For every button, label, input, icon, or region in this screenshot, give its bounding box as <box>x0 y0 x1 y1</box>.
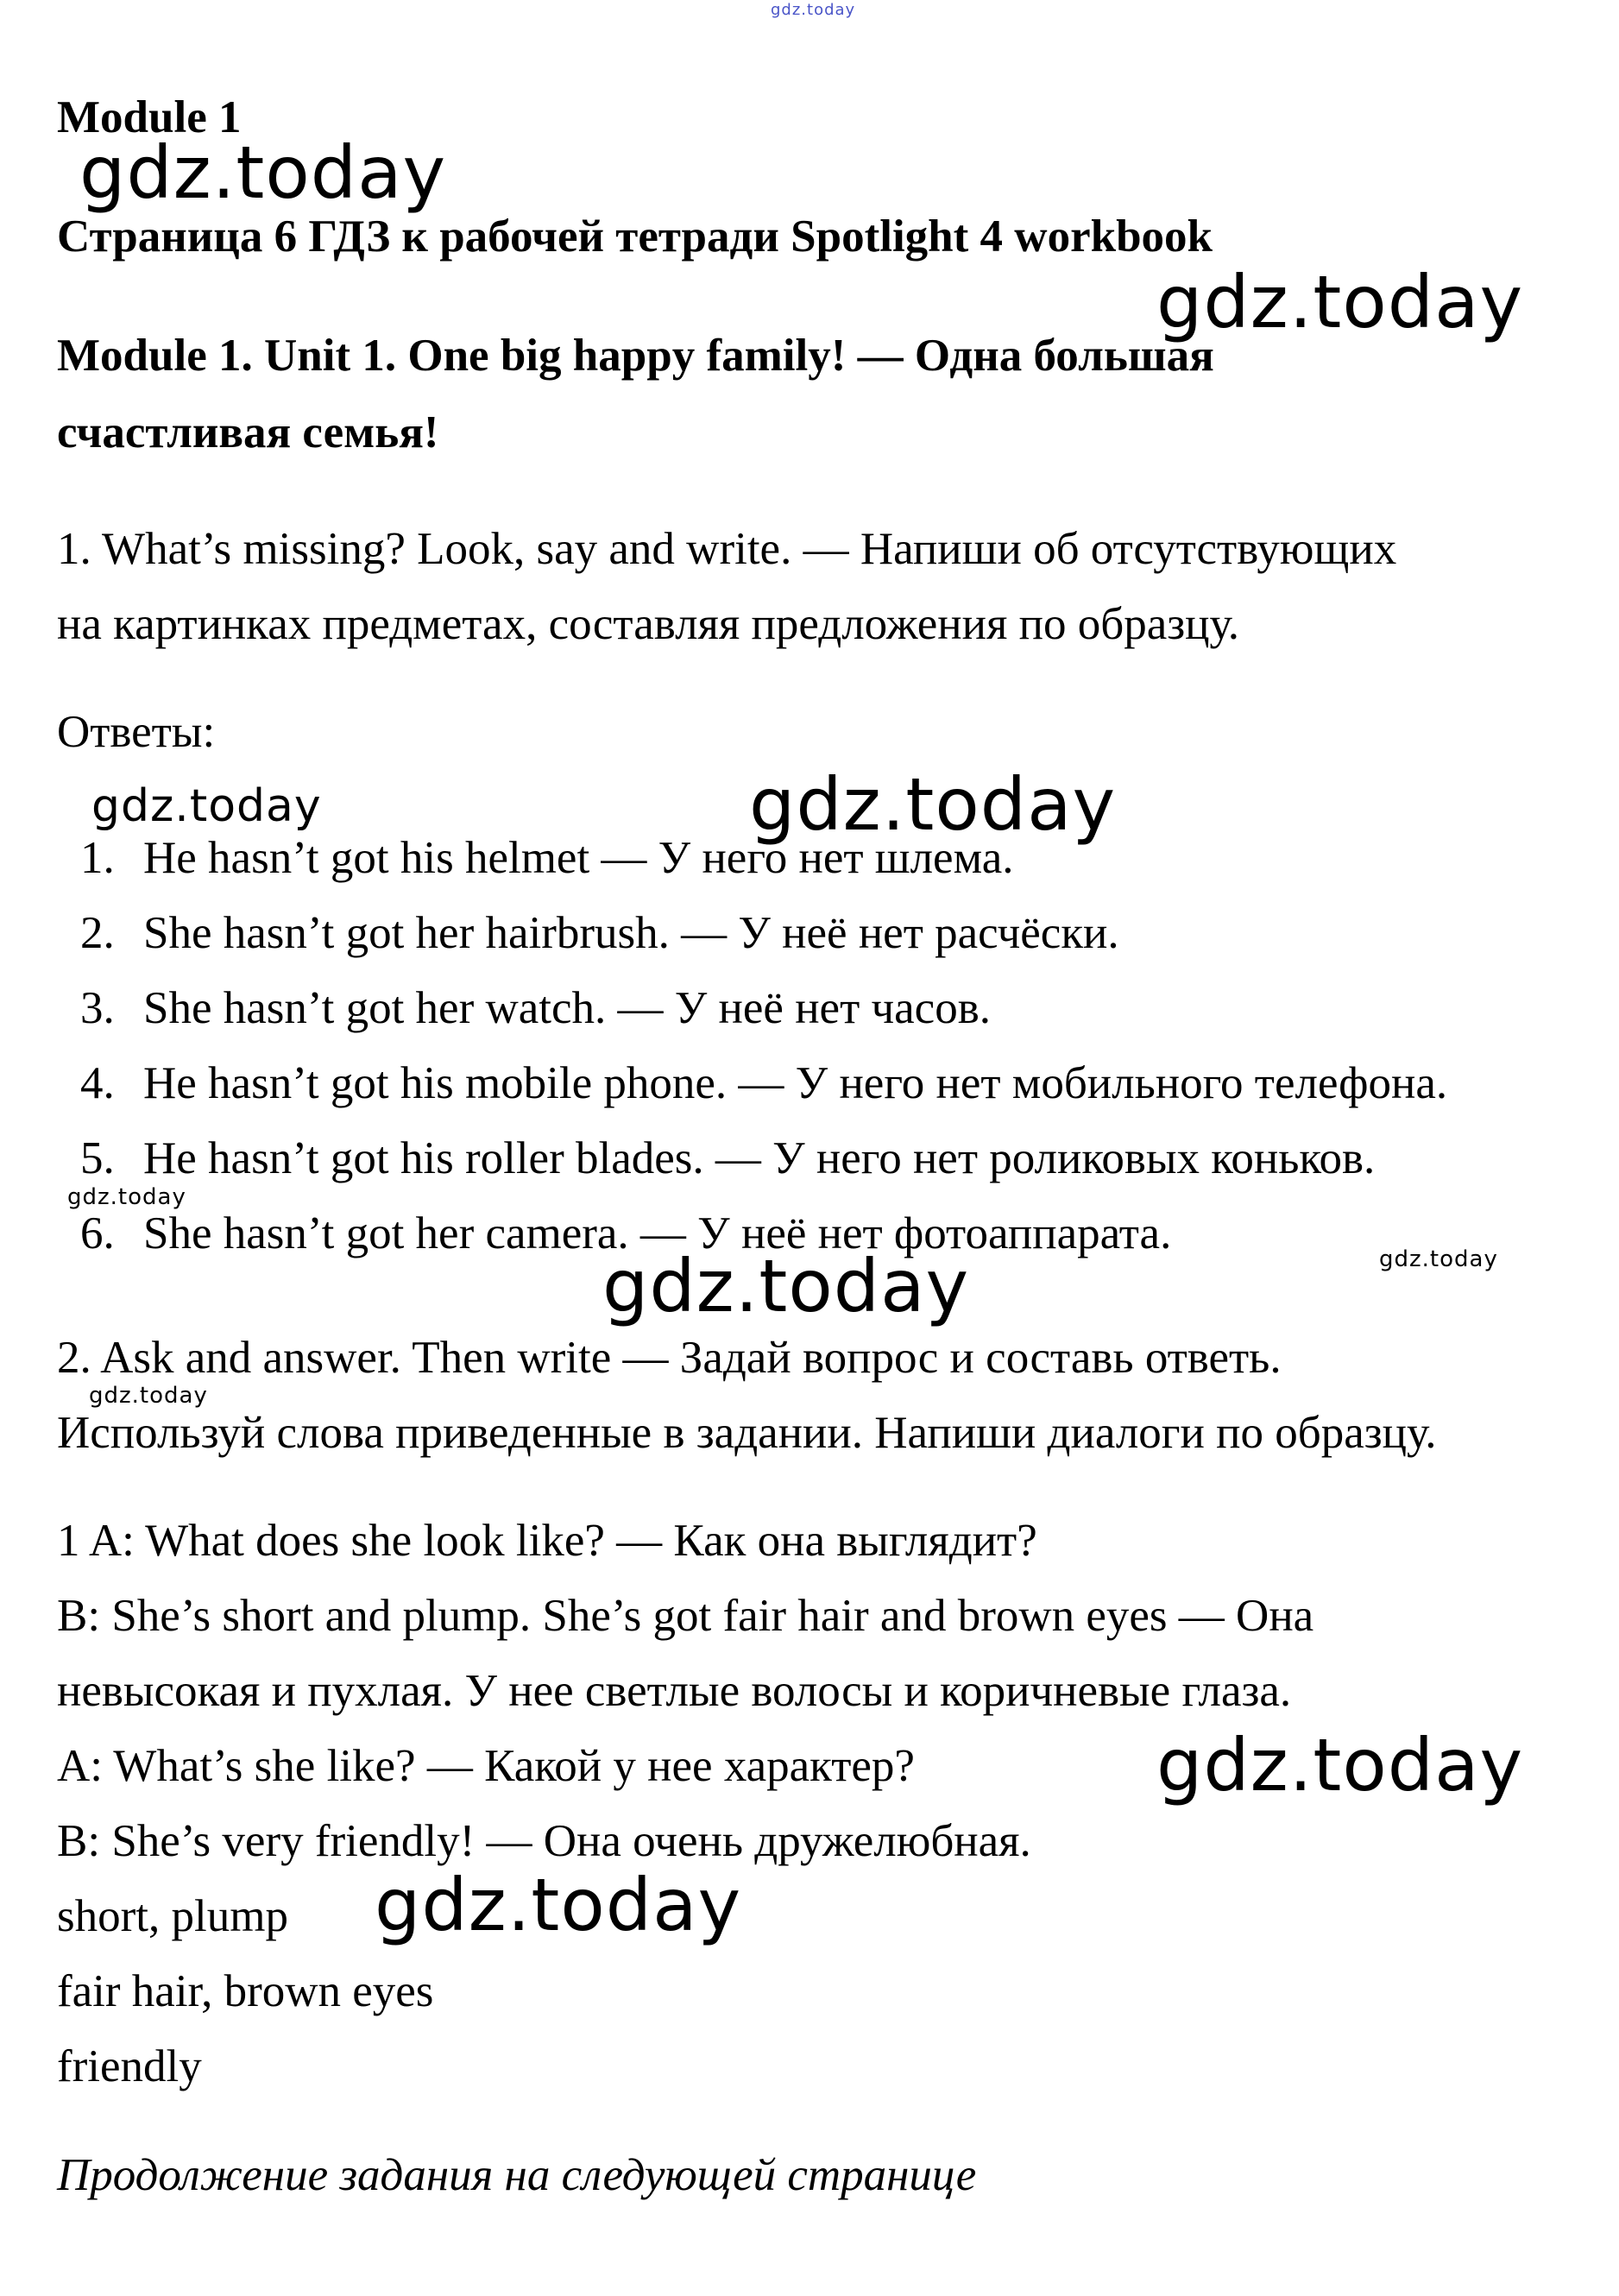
watermark: gdz.today <box>1156 1723 1524 1807</box>
answer-text: He hasn’t got his helmet — У него нет шлема. <box>143 833 1014 883</box>
unit-heading-line1: Module 1. Unit 1. One big happy family! — Одна большая <box>57 331 1214 381</box>
page-heading: Страница 6 ГДЗ к рабочей тетради Spotlight 4 workbook <box>57 211 1213 262</box>
answer-number: 3. <box>80 983 115 1033</box>
answer-text: She hasn’t got her watch. — У неё нет часов. <box>143 983 991 1033</box>
word-item: friendly <box>57 2041 202 2091</box>
watermark: gdz.today <box>602 1244 970 1328</box>
answer-number: 4. <box>80 1058 115 1108</box>
task1-instruction-line1: 1. What’s missing? Look, say and write. — Напиши об отсутствующих <box>57 524 1397 574</box>
dialogue-line: невысокая и пухлая. У нее светлые волосы и коричневые глаза. <box>57 1666 1292 1716</box>
answer-number: 5. <box>80 1133 115 1183</box>
answer-text: He hasn’t got his mobile phone. — У него нет мобильного телефона. <box>143 1058 1448 1108</box>
dialogue-line: B: She’s very friendly! — Она очень дружелюбная. <box>57 1816 1031 1866</box>
task2-instruction-line2: Используй слова приведенные в задании. Напиши диалоги по образцу. <box>57 1408 1437 1458</box>
dialogue-line: B: She’s short and plump. She’s got fair hair and brown eyes — Она <box>57 1591 1314 1641</box>
answer-number: 1. <box>80 833 115 883</box>
module-title: Module 1 <box>57 92 242 142</box>
answer-text: He hasn’t got his roller blades. — У него нет роликовых коньков. <box>143 1133 1376 1183</box>
watermark: gdz.today <box>79 130 447 215</box>
watermark: gdz.today <box>91 780 322 832</box>
word-item: fair hair, brown eyes <box>57 1966 434 2016</box>
unit-heading-line2: счастливая семья! <box>57 407 439 457</box>
watermark: gdz.today <box>375 1863 742 1947</box>
answer-number: 2. <box>80 908 115 958</box>
watermark: gdz.today <box>749 762 1117 847</box>
dialogue-line: 1 A: What does she look like? — Как она выглядит? <box>57 1516 1037 1566</box>
answer-text: She hasn’t got her hairbrush. — У неё нет расчёски. <box>143 908 1119 958</box>
task2-instruction-line1: 2. Ask and answer. Then write — Задай вопрос и составь ответь. <box>57 1333 1282 1383</box>
watermark: gdz.today <box>89 1383 208 1409</box>
watermark: gdz.today <box>1379 1246 1498 1272</box>
answer-text: She hasn’t got her camera. — У неё нет фотоаппарата. <box>143 1208 1172 1258</box>
watermark: gdz.today <box>67 1184 186 1210</box>
word-item: short, plump <box>57 1891 288 1941</box>
header-watermark: gdz.today <box>771 1 856 19</box>
answers-label: Ответы: <box>57 707 216 757</box>
watermark: gdz.today <box>1156 260 1524 344</box>
answer-number: 6. <box>80 1208 115 1258</box>
continuation-note: Продолжение задания на следующей странице <box>57 2150 977 2200</box>
dialogue-line: A: What’s she like? — Какой у нее характер? <box>57 1741 915 1791</box>
task1-instruction-line2: на картинках предметах, составляя предложения по образцу. <box>57 599 1239 649</box>
